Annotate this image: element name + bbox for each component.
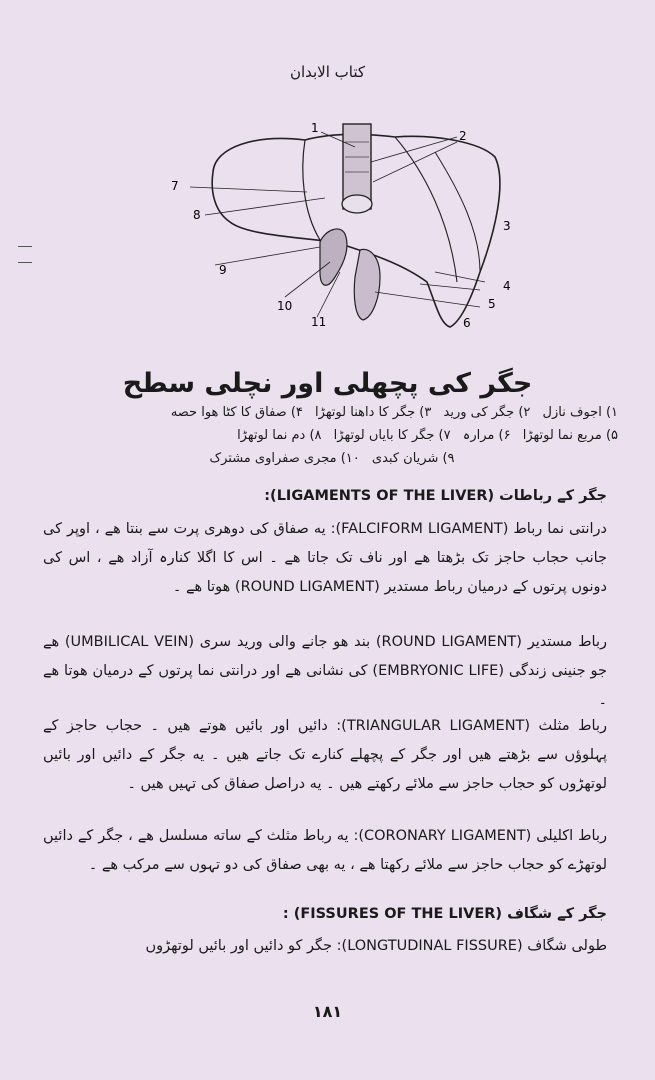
vena-cava-opening — [342, 195, 372, 213]
figure-label: 7 — [171, 179, 179, 193]
legend-item: ۲) جگر کی ورید — [443, 405, 531, 420]
running-head: کتاب الابدان — [289, 63, 366, 81]
right-lobe-line — [303, 140, 320, 240]
legend-item: ۶) مرارہ — [462, 428, 511, 443]
figure-label: 9 — [219, 263, 227, 277]
margin-mark — [18, 262, 32, 263]
lobe-ridge — [435, 152, 480, 272]
figure-label: 8 — [193, 208, 201, 222]
figure-label: 6 — [463, 316, 471, 330]
page-number: ۱۸۱ — [312, 1002, 343, 1021]
legend-item: ۳) جگر کا داهنا لوتهڑا — [315, 405, 432, 420]
figure-title: جگر کی پچھلی اور نچلی سطح — [122, 368, 533, 399]
legend-item: ۸) دم نما لوتهڑا — [237, 428, 322, 443]
legend-item: ۴) صفاق کا کٹا هوا حصه — [170, 405, 303, 420]
paragraph-coronary-ligament: رباط اکلیلی (CORONARY LIGAMENT): یه رباط مثلث کے ساته مسلسل هے ، جگر کے دائیں لوتهڑے کو حجاب حاجز سے ملائے رکهتا هے ، یه بهی صفاق کی دو تہوں سے مرکب هے ۔ — [43, 828, 608, 873]
figure-label: 3 — [503, 219, 511, 233]
margin-mark — [18, 246, 32, 247]
legend-item: ۵) مربع نما لوتهڑا — [522, 428, 618, 443]
liver-diagram — [171, 112, 515, 337]
legend-item: ۱) اجوف نازل — [542, 405, 618, 420]
figure-label: 11 — [311, 315, 327, 329]
figure-label: 5 — [488, 297, 496, 311]
figure-legend-line-3 — [38, 451, 618, 466]
section-heading-ligaments: جگر کے رباطات (LIGAMENTS OF THE LIVER): — [264, 488, 607, 504]
portal-structures — [320, 229, 347, 285]
figure-legend-line-1 — [38, 405, 618, 420]
legend-item: ۱۰) مجری صفراوی مشترک — [209, 451, 360, 466]
figure-legend-line-2 — [38, 428, 618, 443]
left-lobe-line — [395, 137, 457, 282]
legend-item: ۹) شریان کبدی — [371, 451, 455, 466]
section-heading-fissures: جگر کے شگاف (FISSURES OF THE LIVER) : — [282, 906, 607, 922]
legend-item: ۷) جگر کا بایاں لوتهڑا — [333, 428, 451, 443]
paragraph-round-ligament: رباط مستدیر (ROUND LIGAMENT) بند هو جانے والی ورید سری (UMBILICAL VEIN) هے جو جنینی زندگی (EMBRYONIC LIFE) کی نشانی هے اور درانتی نما پرتوں کے درمیان هوتا هے ۔ — [43, 634, 608, 708]
paragraph-triangular-ligament: رباط مثلث (TRIANGULAR LIGAMENT): دائیں اور بائیں هوتے هیں ۔ حجاب حاجز کے پہلوؤں سے بڑهتے هیں اور جگر کے پچهلے کنارے تک جاتے هیں ۔ یه جگر کے دائیں اور بائیں لوتهڑوں کو حجاب حاجز سے ملائے رکهتے هیں ۔ یه دراصل صفاق کی تہیں هیں ۔ — [43, 718, 608, 792]
paragraph-longitudinal-fissure: طولی شگاف (LONGTUDINAL FISSURE): جگر کو دائیں اور بائیں لوتهڑوں — [145, 938, 607, 954]
gallbladder — [354, 249, 380, 320]
figure-label: 2 — [459, 129, 467, 143]
figure-label: 10 — [277, 299, 293, 313]
figure-label: 1 — [311, 121, 319, 135]
figure-label: 4 — [503, 279, 511, 293]
paragraph-falciform-ligament: درانتی نما رباط (FALCIFORM LIGAMENT): یه صفاق کی دوهری پرت سے بنتا هے ، اوپر کی جانب حجاب حاجز تک بڑهتا هے اور ناف تک جاتا هے ۔ اس کا اگلا کنارہ آزاد هے ، اس کی دونوں پرتوں کے درمیان رباط مستدیر (ROUND LIGAMENT) هوتا هے ۔ — [43, 521, 608, 595]
